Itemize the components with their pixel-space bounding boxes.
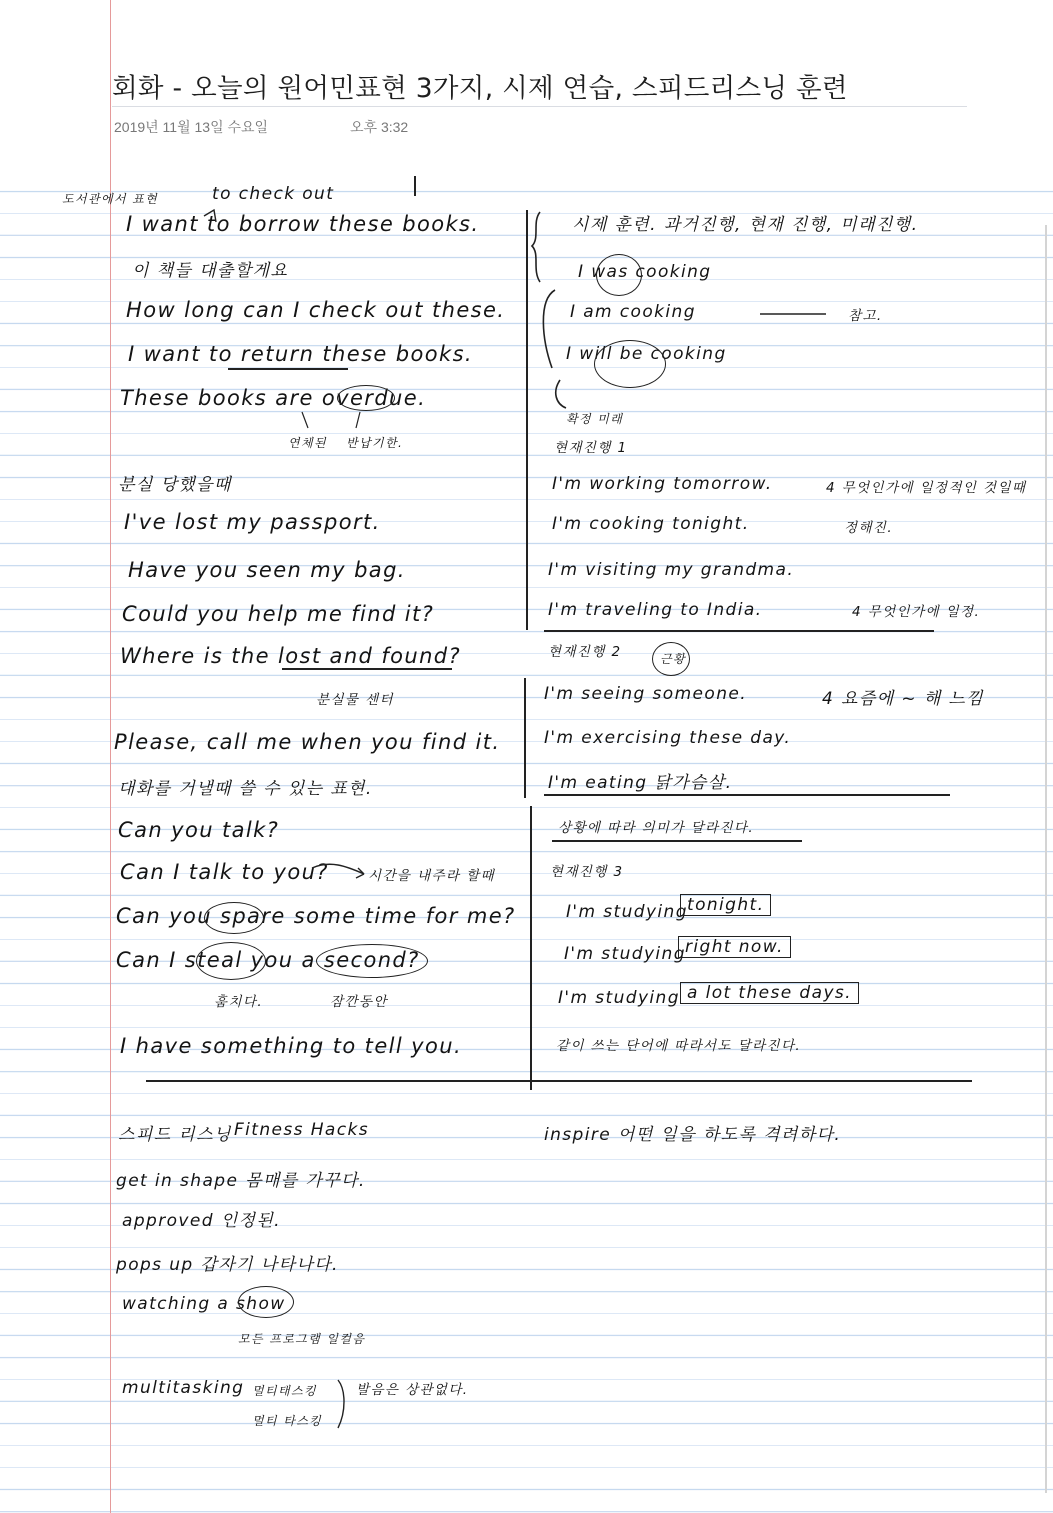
circle-mark [204,902,264,934]
handwritten-note: 멀티태스킹 [252,1384,317,1398]
boxed-word: right now. [678,936,791,958]
handwritten-note: 멀티 타스킹 [252,1414,323,1428]
handwritten-note: 확정 미래 [566,412,624,426]
handwritten-line: I want to return these books. [128,342,474,366]
handwritten-line: I'm working tomorrow. [552,474,773,494]
circle-mark [238,1286,294,1318]
handwritten-note: 4 무엇인가에 일정적인 것일때 [826,480,1027,496]
circle-mark [196,942,266,980]
handwritten-note: 상황에 따라 의미가 달라진다. [558,820,755,836]
handwritten-line: I'm exercising these day. [544,728,792,748]
handwritten-line: Can I talk to you? [120,860,329,884]
handwritten-line: I will be cooking [566,344,727,364]
circle-mark [337,385,395,411]
handwritten-line: I'm studying [566,902,688,922]
handwritten-note: 모든 프로그램 일컬음 [238,1332,366,1346]
handwritten-line: How long can I check out these. [126,298,506,322]
handwritten-line: Could you help me find it? [122,602,435,626]
handwritten-note: 잠깐동안 [330,994,388,1010]
title-divider [112,106,967,107]
handwritten-note: 4 무엇인가에 일정. [852,604,981,620]
handwritten-note: 4 요즘에 ~ 해 느낌 [822,689,985,709]
boxed-word: tonight. [680,894,771,916]
handwritten-line: I'm eating 닭가슴살. [548,773,733,793]
handwritten-note: 정해진. [844,520,894,536]
section-label: 스피드 리스닝 [118,1125,232,1145]
handwritten-note: 발음은 상관없다. [356,1382,469,1398]
section-label: 대화를 거낼때 쓸 수 있는 표현. [118,779,373,799]
handwritten-line: I'm visiting my grandma. [548,560,795,580]
page-title: 회화 - 오늘의 원어민표현 3가지, 시제 연습, 스피드리스닝 훈련 [112,73,848,104]
section-label: 시제 훈련. 과거진행, 현재 진행, 미래진행. [572,215,919,235]
handwritten-note: 훔치다. [214,994,264,1010]
section-divider [544,794,950,796]
handwritten-line: I'm studying [564,944,686,964]
handwritten-line: Can I steal you a second? [116,948,420,972]
underline [228,368,348,370]
circle-mark [596,254,642,296]
handwritten-line: inspire 어떤 일을 하도록 격려하다. [544,1125,842,1145]
circle-mark [594,340,666,388]
handwritten-line: I am cooking [570,302,696,322]
handwritten-line: multitasking [122,1378,245,1398]
handwritten-note: 분실물 센터 [316,692,394,708]
handwritten-line: Where is the lost and found? [120,644,462,668]
handwritten-note: 시간을 내주라 할때 [368,868,495,884]
circle-mark [652,642,690,676]
section-label: 현재진행 3 [550,864,624,880]
handwritten-note: 근황 [660,652,686,666]
circle-mark [316,944,428,978]
library-label: 도서관에서 표현 [62,192,159,206]
note-time: 오후 3:32 [350,119,409,135]
handwritten-line: I'm cooking tonight. [552,514,750,534]
section-label: 현재진행 2 [548,644,622,660]
handwritten-line: Please, call me when you find it. [114,730,501,754]
underline [282,668,452,670]
handwritten-line: watching a show [122,1294,286,1314]
handwritten-line: Have you seen my bag. [128,558,406,582]
section-label: 분실 당했을때 [118,475,232,495]
handwritten-line: These books are overdue. [120,386,427,410]
page-edge [1045,225,1047,1493]
underline [552,840,802,842]
handwritten-line: I'm seeing someone. [544,684,748,704]
handwritten-line: I'm studying [558,988,680,1008]
section-topic: Fitness Hacks [234,1120,369,1140]
column-divider [526,210,528,630]
pen-tick [414,176,416,196]
section-label: 현재진행 1 [554,440,628,456]
handwritten-line: I was cooking [578,262,712,282]
handwritten-line: I'm traveling to India. [548,600,763,620]
insert-note: to check out [212,184,335,204]
boxed-word: a lot these days. [680,982,859,1004]
handwritten-note: 참고. [848,308,883,324]
column-divider [530,806,532,1090]
handwritten-line: pops up 갑자기 나타나다. [116,1255,339,1275]
handwritten-line: I want to borrow these books. [126,212,480,236]
handwritten-line: I've lost my passport. [124,510,381,534]
handwritten-note: 같이 쓰는 단어에 따라서도 달라진다. [556,1038,802,1054]
handwritten-line: 이 책들 대출할게요 [132,261,289,281]
column-divider [524,678,526,798]
handwritten-line: I have something to tell you. [120,1034,463,1058]
handwritten-line: Can you spare some time for me? [116,904,516,928]
section-divider [544,630,934,632]
section-divider [146,1080,972,1082]
handwritten-line: get in shape 몸매를 가꾸다. [116,1171,366,1191]
margin-line [110,0,111,1513]
handwritten-line: approved 인정된. [122,1211,281,1231]
handwritten-note: 연체된 [288,436,327,450]
note-date: 2019년 11월 13일 수요일 [114,119,269,135]
handwritten-line: Can you talk? [118,818,280,842]
handwritten-note: 반납기한. [346,436,404,450]
